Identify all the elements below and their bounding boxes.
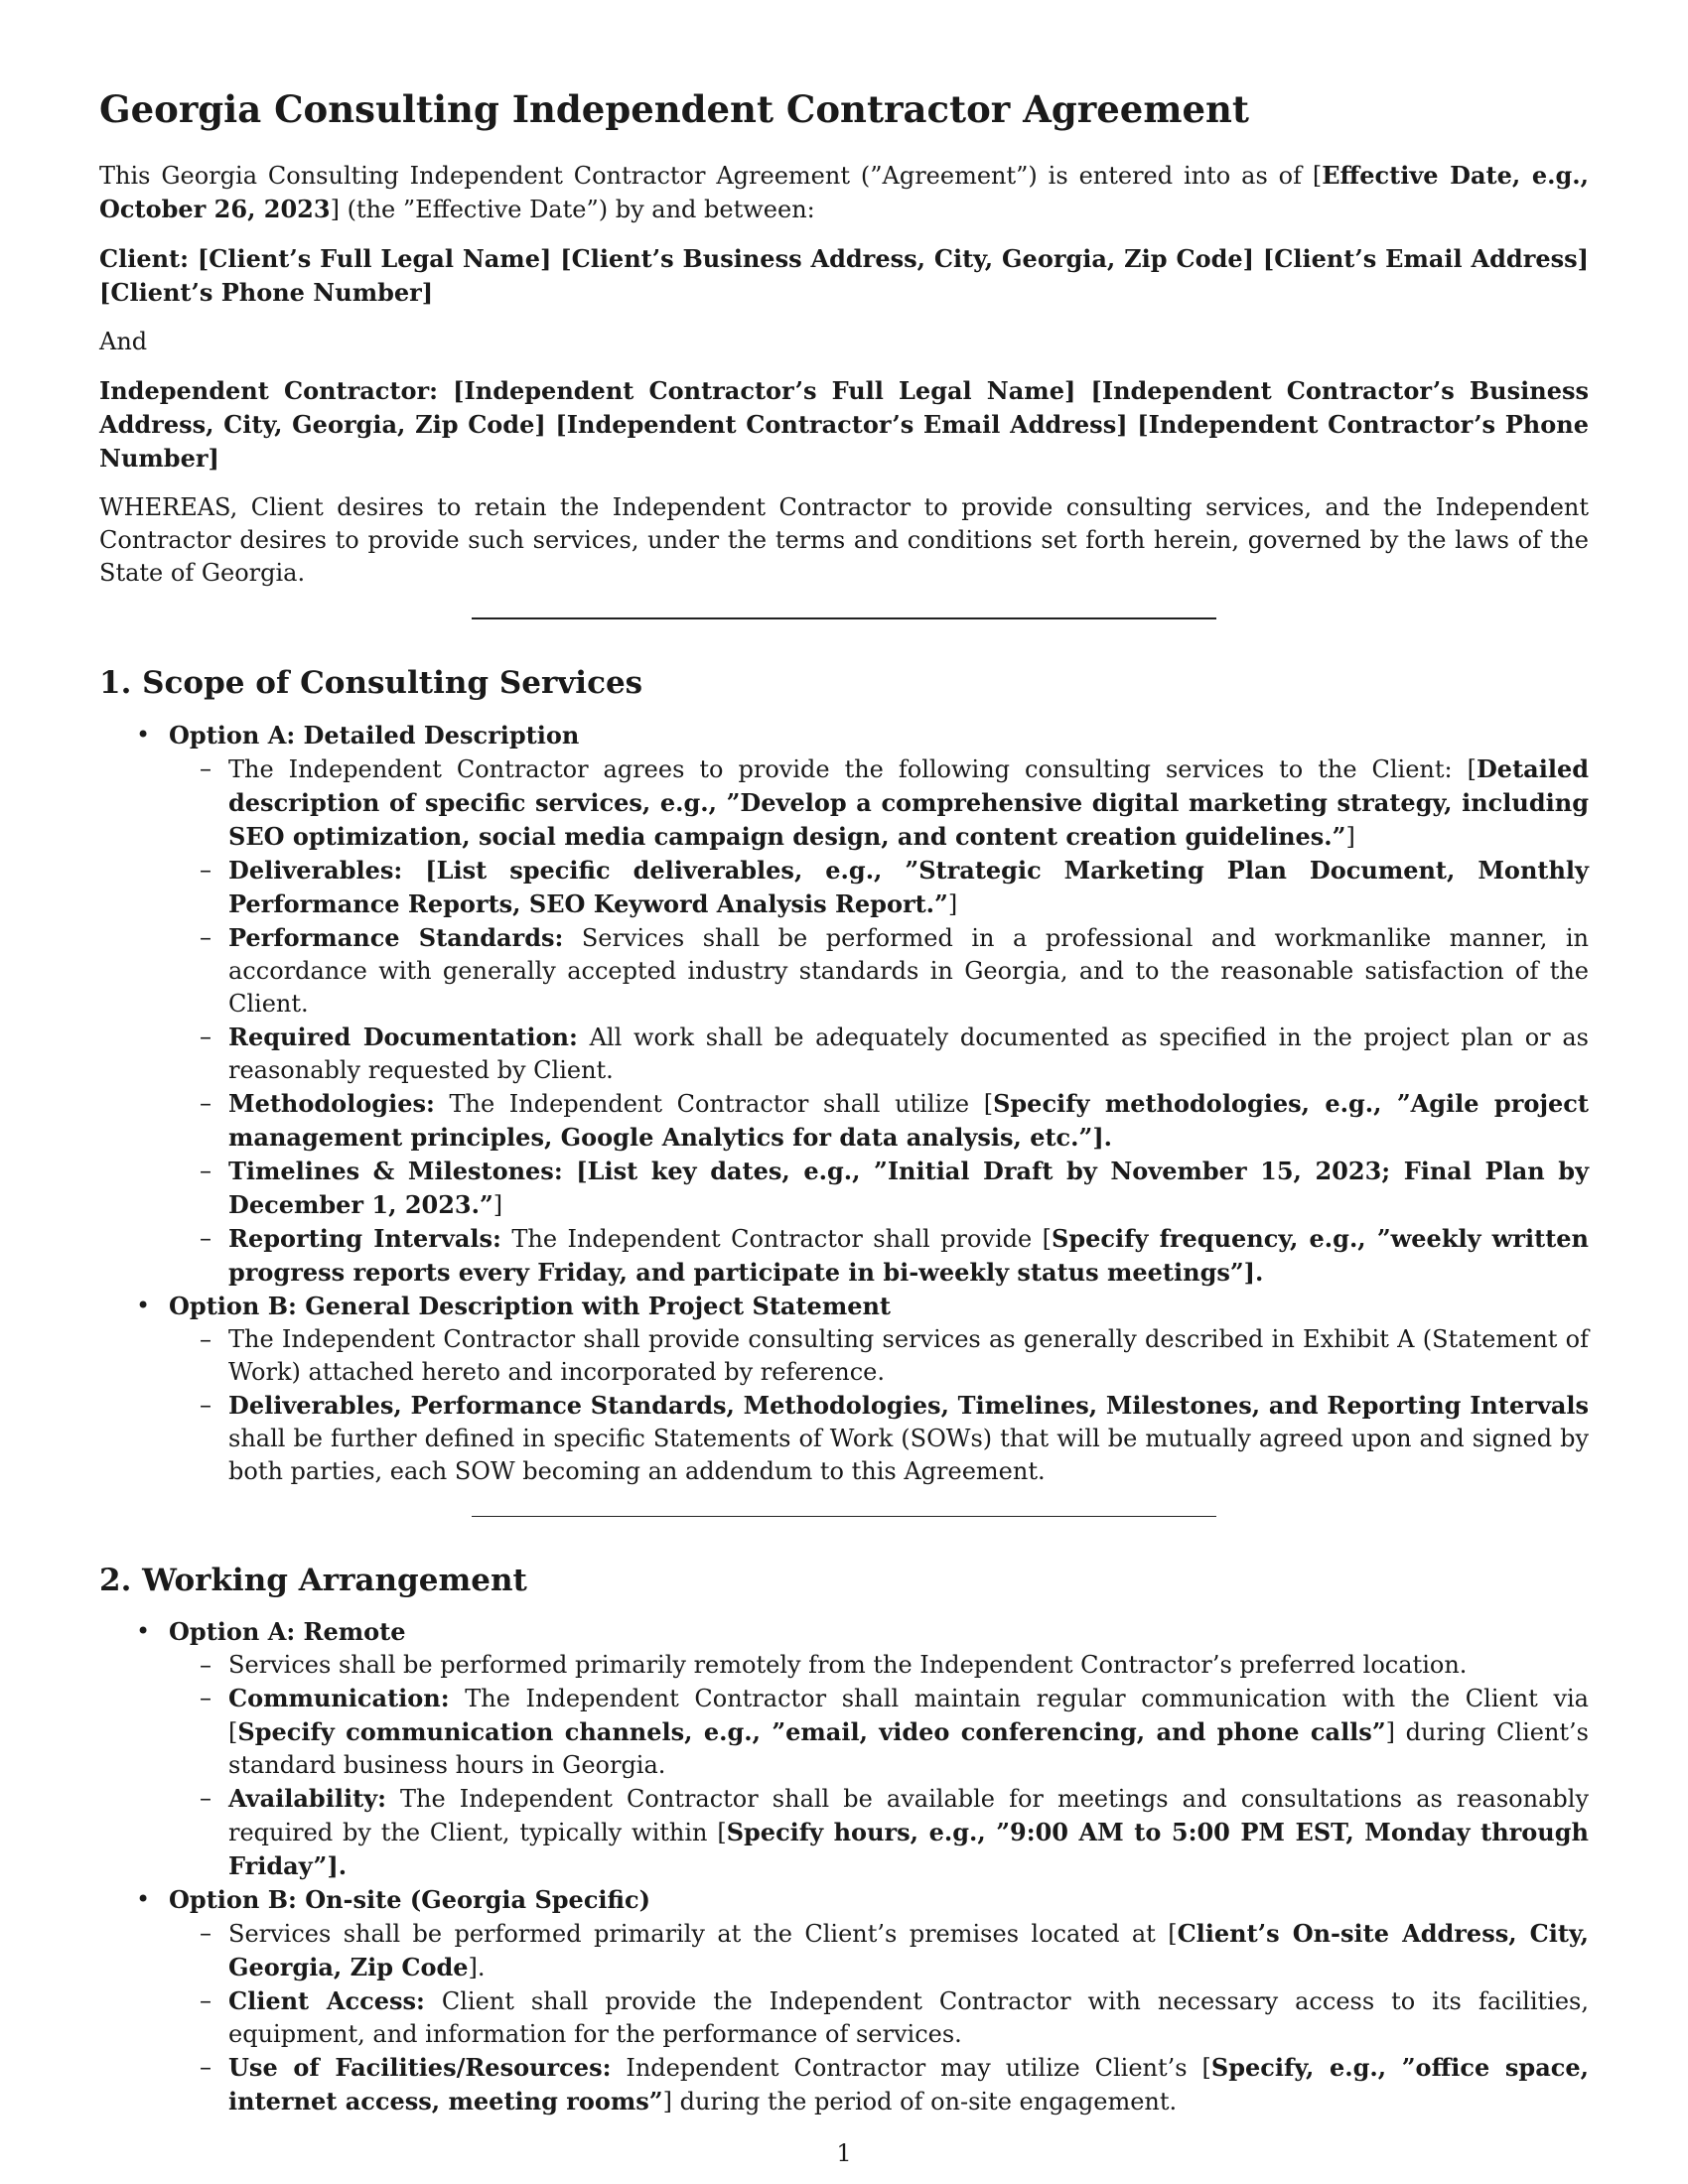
list-item: – Services shall be performed primarily at the Client’s premises located at [Client’s On-site Address, City, Georgia, Zip Code]. (200, 1918, 1589, 1981)
bullet-marker: • (136, 1616, 151, 1645)
list-item: – Use of Facilities/Resources: Independent Contractor may utilize Client’s [Specify, e.g., ”office space, internet access, meeting rooms”] during the period of on-site engagement. (200, 2052, 1590, 2116)
intro-paragraph: This Georgia Consulting Independent Contractor Agreement (”Agreement”) is entered into as of [Effective Date, e.g., October 26, 2023] (the ”Effective Date”) by and between: (99, 161, 1589, 224)
and-text: And (99, 328, 148, 356)
whereas-paragraph: WHEREAS, Client desires to retain the Independent Contractor to provide consulting services, and the Independent Contractor desires to provide such services, under the terms and conditions set forth herein, governed by the laws of the State of Georgia. (99, 493, 1589, 588)
list-item: – Methodologies: The Independent Contractor shall utilize [Specify methodologies, e.g., ”Agile project management principles, Google Analytics for data analysis, etc.”]. (200, 1088, 1589, 1152)
option-b-general (99, 1290, 1589, 1488)
list-item: – Deliverables, Performance Standards, Methodologies, Timelines, Milestones, and Reporting Intervals shall be further defined in specific Statements of Work (SOWs) that will be mutually agreed upon and signed by both parties, each SOW becoming an addendum to this Agreement. (200, 1390, 1589, 1485)
list-item: – Communication: The Independent Contractor shall maintain regular communication with the Client via [Specify communication channels, e.g., ”email, video conferencing, and phone calls”] during Client’s standard business hours in Georgia. (200, 1683, 1589, 1779)
list-item: – The Independent Contractor shall provide consulting services as generally described in Exhibit A (Statement of Work) attached hereto and incorporated by reference. (200, 1324, 1589, 1386)
divider (472, 617, 1216, 619)
bullet-marker: • (136, 1291, 151, 1319)
list-item: – Timelines & Milestones: [List key dates, e.g., ”Initial Draft by November 15, 2023; Final Plan by December 1, 2023.”] (200, 1156, 1590, 1219)
document-page (99, 87, 1589, 2118)
option-label: Option A: Remote (169, 1616, 406, 1646)
client-block: Client: [Client’s Full Legal Name] [Client’s Business Address, City, Georgia, Zip Code] [Client’s Email Address] [Client’s Phone Number] (99, 244, 1589, 308)
list-item: – Reporting Intervals: The Independent Contractor shall provide [Specify frequency, e.g., ”weekly written progress reports every Friday, and participate in bi-weekly status meetings”]. (200, 1223, 1589, 1287)
list-item: – Required Documentation: All work shall be adequately documented as specified in the project plan or as reasonably requested by Client. (200, 1022, 1589, 1084)
list-item: – Availability: The Independent Contractor shall be available for meetings and consultations as reasonably required by the Client, typically within [Specify hours, e.g., ”9:00 AM to 5:00 PM EST, Monday through Friday”]. (200, 1783, 1589, 1880)
option-label: Option B: General Description with Project Statement (169, 1291, 892, 1320)
divider (472, 1516, 1216, 1517)
page-number: 1 (836, 2139, 852, 2167)
list-item: – Services shall be performed primarily remotely from the Independent Contractor’s preferred location. (200, 1650, 1468, 1679)
contractor-block: Independent Contractor: [Independent Contractor’s Full Legal Name] [Independent Contractor’s Business Address, City, Georgia, Zip Code] [Independent Contractor’s Email Address] [Independent Contractor’s Phone Number] (99, 376, 1590, 474)
option-a-remote (99, 1615, 1589, 1883)
option-label: Option B: On-site (Georgia Specific) (169, 1884, 650, 1914)
bullet-marker: • (136, 720, 151, 749)
list-item: – Client Access: Client shall provide the Independent Contractor with necessary access to its facilities, equipment, and information for the performance of services. (200, 1985, 1589, 2048)
working-options (99, 1615, 1589, 2118)
option-b-onsite (99, 1883, 1589, 2118)
option-a-detailed (99, 719, 1589, 1290)
bullet-marker: • (136, 1884, 151, 1913)
section-heading-working-arrangement: 2. Working Arrangement (99, 1562, 527, 1598)
option-label: Option A: Detailed Description (169, 720, 580, 750)
list-item: – The Independent Contractor agrees to provide the following consulting services to the Client: [Detailed description of specific services, e.g., ”Develop a comprehensive digital marketing strategy, including SEO optimization, social media campaign design, and content creation guidelines.”] (200, 753, 1589, 851)
scope-options (99, 719, 1589, 1488)
list-item: – Performance Standards: Services shall be performed in a professional and workmanlike manner, in accordance with generally accepted industry standards in Georgia, and to the reasonable satisfaction of the Client. (200, 922, 1589, 1018)
section-heading-scope: 1. Scope of Consulting Services (99, 665, 643, 702)
document-title: Georgia Consulting Independent Contractor Agreement (99, 87, 1250, 131)
list-item: – Deliverables: [List specific deliverables, e.g., ”Strategic Marketing Plan Document, Monthly Performance Reports, SEO Keyword Analysis Report.”] (200, 855, 1589, 918)
